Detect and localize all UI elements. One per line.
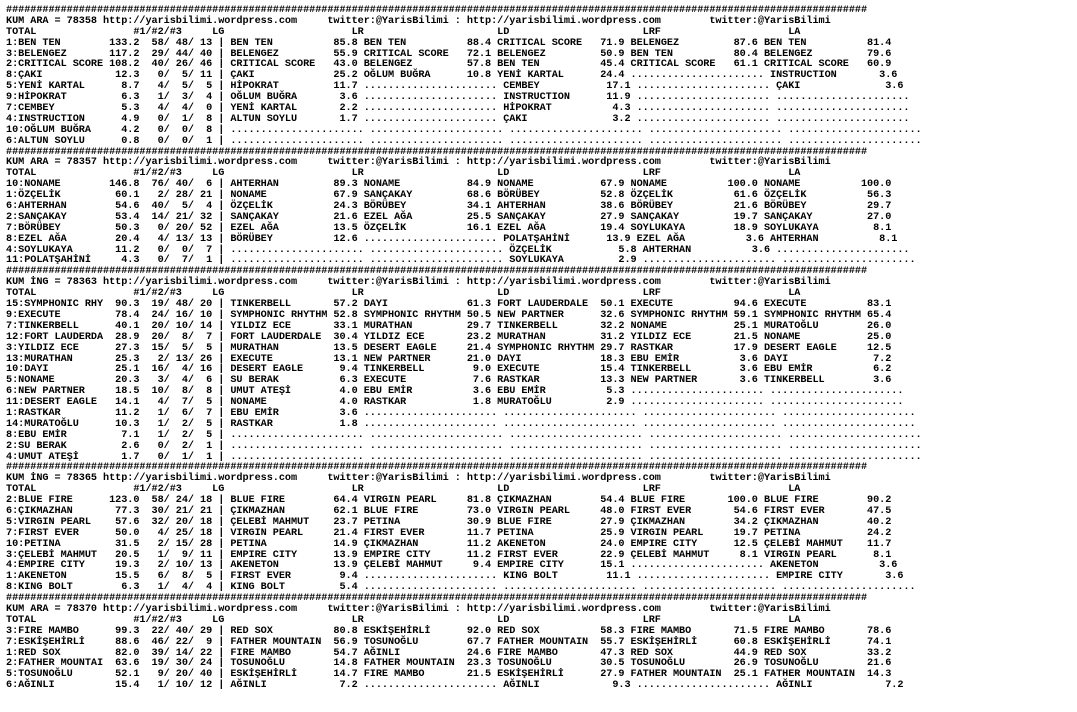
text-line: 6:ALTUN SOYLU 0.8 0/ 0/ 1 | ...................... ...................... ...................... ...................... ......................: [6, 135, 922, 147]
text-line: 2:FATHER MOUNTAI 63.6 19/ 30/ 24 | TOSUNOĞLU 14.8 FATHER MOUNTAIN 23.3 TOSUNOĞLU 30.5 TOSUNOĞLU 26.9 TOSUNOĞLU 21.6: [6, 658, 892, 670]
text-line: 3:FIRE MAMBO 99.3 22/ 40/ 29 | RED SOX 80.8 ESKİŞEHİRLİ 92.0 RED SOX 58.3 FIRE MAMBO 71.5 FIRE MAMBO 78.6: [6, 625, 892, 637]
text-line: 9:EXECUTE 78.4 24/ 16/ 10 | SYMPHONIC RHYTHM 52.8 SYMPHONIC RHYTHM 50.5 NEW PARTNER 32.6 SYMPHONIC RHYTHM 59.1 SYMPHONIC RHYTHM 65.4: [6, 309, 892, 321]
text-line: 1:RASTKAR 11.2 1/ 6/ 7 | EBU EMİR 3.6 ...................... ...................... ...................... ......................: [6, 407, 916, 419]
text-line: 2:SANÇAKAY 53.4 14/ 21/ 32 | SANÇAKAY 21.6 EZEL AĞA 25.5 SANÇAKAY 27.9 SANÇAKAY 19.7 SANÇAKAY 27.0: [6, 211, 892, 223]
text-line: KUM İNG = 78365 http://yarisbilimi.wordpress.com twitter:@YarisBilimi : http://yarisbilimi.wordpress.com twitter:@YarisBilimi: [6, 473, 831, 485]
text-line: 6:AĞINLI 15.4 1/ 10/ 12 | AĞINLI 7.2 ...................... AĞINLI 9.3 ...................... AĞINLI 7.2: [6, 680, 904, 692]
text-line: 11:DESERT EAGLE 14.1 4/ 7/ 5 | NONAME 4.0 RASTKAR 1.8 MURATOĞLU 2.9 ...................... ......................: [6, 397, 904, 409]
text-line: 4:INSTRUCTION 4.9 0/ 1/ 8 | ALTUN SOYLU 1.7 ...................... ÇAKI 3.2 ...................... ......................: [6, 113, 910, 125]
text-line: 6:AHTERHAN 54.6 40/ 5/ 4 | ÖZÇELİK 24.3 BÖRÜBEY 34.1 AHTERHAN 38.6 BÖRÜBEY 21.6 BÖRÜBEY 29.7: [6, 201, 892, 213]
text-line: 13:MURATHAN 25.3 2/ 13/ 26 | EXECUTE 13.1 NEW PARTNER 21.0 DAYI 18.3 EBU EMİR 3.6 DAYI 7.2: [6, 353, 892, 365]
text-line: 4:EMPIRE CITY 19.3 2/ 10/ 13 | AKENETON 13.9 ÇELEBİ MAHMUT 9.4 EMPIRE CITY 15.1 ...................... AKENETON 3.6: [6, 560, 898, 572]
text-line: 7:ESKİŞEHİRLİ 88.6 46/ 22/ 9 | FATHER MOUNTAIN 56.9 TOSUNOĞLU 67.7 FATHER MOUNTAIN 55.7 ESKİŞEHİRLİ 60.8 ESKİŞEHİRLİ 74.1: [6, 636, 892, 648]
text-line: 11:POLATŞAHİNİ 4.3 0/ 7/ 1 | ...................... ...................... SOYLUKAYA 2.9 ...................... ......................: [6, 255, 916, 267]
text-line: 10:NONAME 146.8 76/ 40/ 6 | AHTERHAN 89.3 NONAME 84.9 NONAME 67.9 NONAME 100.0 NONAME 100.0: [6, 179, 892, 191]
text-line: 3:YILDIZ ECE 27.3 15/ 5/ 5 | MURATHAN 13.5 DESERT EAGLE 21.4 SYMPHONIC RHYTHM 29.7 RASTKAR 17.9 DESERT EAGLE 12.5: [6, 342, 892, 354]
text-line: 5:NONAME 20.3 3/ 4/ 6 | SU BERAK 6.3 EXECUTE 7.6 RASTKAR 13.3 NEW PARTNER 3.6 TINKERBELL 3.6: [6, 375, 892, 387]
text-line: 12:FORT LAUDERDA 28.9 20/ 8/ 7 | FORT LAUDERDALE 30.4 YILDIZ ECE 23.2 MURATHAN 31.2 YILDIZ ECE 21.5 NONAME 25.0: [6, 331, 892, 343]
text-line: ##############################################################################################################################################: [6, 266, 868, 278]
text-line: KUM ARA = 78370 http://yarisbilimi.wordpress.com twitter:@YarisBilimi : http://yarisbilimi.wordpress.com twitter:@YarisBilimi: [6, 603, 831, 615]
text-line: 14:MURATOĞLU 10.3 1/ 2/ 5 | RASTKAR 1.8 ...................... ...................... ...................... ......................: [6, 418, 916, 430]
text-line: 2:CRITICAL SCORE 108.2 40/ 26/ 46 | CRITICAL SCORE 43.0 BELENGEZ 57.8 BEN TEN 45.4 CRITICAL SCORE 61.1 CRITICAL SCORE 60.9: [6, 59, 892, 71]
text-line: 7:CEMBEY 5.3 4/ 4/ 0 | YENİ KARTAL 2.2 ...................... HİPOKRAT 4.3 ...................... ......................: [6, 103, 910, 115]
text-line: 7:BÖRÜBEY 50.3 0/ 20/ 52 | EZEL AĞA 13.5 ÖZÇELİK 16.1 EZEL AĞA 19.4 SOYLUKAYA 18.9 SOYLUKAYA 8.1: [6, 222, 892, 234]
text-line: 8:KING BOLT 6.3 1/ 4/ 4 | KING BOLT 5.4 ...................... ...................... ...................... ......................: [6, 582, 916, 594]
text-line: 3:BELENGEZ 117.2 29/ 44/ 40 | BELENGEZ 55.9 CRITICAL SCORE 72.1 BELENGEZ 50.9 BEN TEN 80.4 BELENGEZ 79.6: [6, 48, 892, 60]
text-line: 5:VIRGIN PEARL 57.6 32/ 20/ 18 | ÇELEBİ MAHMUT 23.7 PETINA 30.9 BLUE FIRE 27.9 ÇIKMAZHAN 34.2 ÇIKMAZHAN 40.2: [6, 516, 892, 528]
text-line: ##############################################################################################################################################: [6, 146, 868, 158]
text-line: 8:EBU EMİR 7.1 1/ 2/ 5 | ...................... ...................... ...................... ...................... ......................: [6, 429, 922, 441]
text-line: 8:EZEL AĞA 20.4 4/ 13/ 13 | BÖRÜBEY 12.6 ...................... POLATŞAHİNİ 13.9 EZEL AĞA 3.6 AHTERHAN 8.1: [6, 233, 898, 245]
text-document: [6, 6, 922, 692]
text-line: 7:FIRST EVER 50.0 4/ 25/ 18 | VIRGIN PEARL 21.4 FIRST EVER 11.7 PETINA 25.9 VIRGIN PEARL 19.7 PETINA 24.2: [6, 527, 892, 539]
text-line: KUM ARA = 78357 http://yarisbilimi.wordpress.com twitter:@YarisBilimi : http://yarisbilimi.wordpress.com twitter:@YarisBilimi: [6, 157, 831, 169]
text-line: KUM ARA = 78358 http://yarisbilimi.wordpress.com twitter:@YarisBilimi : http://yarisbilimi.wordpress.com twitter:@YarisBilimi: [6, 15, 831, 27]
text-line: 1:ÖZÇELİK 60.1 2/ 28/ 21 | NONAME 67.9 SANÇAKAY 68.6 BÖRÜBEY 52.8 ÖZÇELİK 61.6 ÖZÇELİK 56.3: [6, 190, 892, 202]
text-line: TOTAL #1/#2/#3 LG LR LD LRF LA: [6, 26, 801, 38]
text-line: TOTAL #1/#2/#3 LG LR LD LRF LA: [6, 614, 801, 626]
text-line: 7:TINKERBELL 40.1 20/ 10/ 14 | YILDIZ ECE 33.1 MURATHAN 29.7 TINKERBELL 32.2 NONAME 25.1 MURATOĞLU 26.0: [6, 320, 892, 332]
text-line: 9:HİPOKRAT 6.3 1/ 3/ 4 | OĞLUM BUĞRA 3.6 ...................... INSTRUCTION 11.9 ...................... ......................: [6, 92, 910, 104]
text-line: 4:UMUT ATEŞİ 1.7 0/ 1/ 1 | ...................... ...................... ...................... ...................... ......................: [6, 451, 922, 463]
text-line: 1:BEN TEN 133.2 58/ 48/ 13 | BEN TEN 85.8 BEN TEN 88.4 CRITICAL SCORE 71.9 BELENGEZ 87.6 BEN TEN 81.4: [6, 37, 892, 49]
text-line: ##############################################################################################################################################: [6, 462, 868, 474]
text-line: 15:SYMPHONIC RHY 90.3 19/ 48/ 20 | TINKERBELL 57.2 DAYI 61.3 FORT LAUDERDALE 50.1 EXECUTE 94.6 EXECUTE 83.1: [6, 299, 892, 311]
text-line: 3:ÇELEBİ MAHMUT 20.5 1/ 9/ 11 | EMPIRE CITY 13.9 EMPIRE CITY 11.2 FIRST EVER 22.9 ÇELEBİ MAHMUT 8.1 VIRGIN PEARL 8.1: [6, 549, 892, 561]
text-line: 4:SOYLUKAYA 11.2 0/ 0/ 7 | ...................... ...................... ÖZÇELİK 5.8 AHTERHAN 3.6 ......................: [6, 244, 910, 256]
text-line: 10:DAYI 25.1 16/ 4/ 16 | DESERT EAGLE 9.4 TINKERBELL 9.0 EXECUTE 15.4 TINKERBELL 3.6 EBU EMİR 6.2: [6, 364, 892, 376]
text-line: 5:YENİ KARTAL 8.7 4/ 5/ 5 | HİPOKRAT 11.7 ...................... CEMBEY 17.1 ...................... ÇAKI 3.6: [6, 81, 904, 93]
text-line: TOTAL #1/#2/#3 LG LR LD LRF LA: [6, 484, 801, 496]
text-line: ##############################################################################################################################################: [6, 593, 868, 605]
text-line: 10:OĞLUM BUĞRA 4.2 0/ 0/ 8 | ...................... ...................... ...................... ...................... ......................: [6, 124, 922, 136]
text-line: 6:ÇIKMAZHAN 77.3 30/ 21/ 21 | ÇIKMAZHAN 62.1 BLUE FIRE 73.0 VIRGIN PEARL 48.0 FIRST EVER 54.6 FIRST EVER 47.5: [6, 505, 892, 517]
text-line: ##############################################################################################################################################: [6, 5, 868, 16]
text-line: TOTAL #1/#2/#3 LG LR LD LRF LA: [6, 168, 801, 180]
text-line: 8:ÇAKI 12.3 0/ 5/ 11 | ÇAKI 25.2 OĞLUM BUĞRA 10.8 YENİ KARTAL 24.4 ...................... INSTRUCTION 3.6: [6, 70, 898, 82]
text-line: 6:NEW PARTNER 18.5 10/ 8/ 8 | UMUT ATEŞİ 4.0 EBU EMİR 3.6 EBU EMİR 5.3 ...................... ......................: [6, 386, 904, 398]
text-line: 10:PETINA 31.5 2/ 15/ 28 | PETINA 14.9 ÇIKMAZHAN 11.2 AKENETON 24.0 EMPIRE CITY 12.5 ÇELEBİ MAHMUT 11.7: [6, 538, 892, 550]
text-line: 1:AKENETON 15.5 6/ 8/ 5 | FIRST EVER 9.4 ...................... KING BOLT 11.1 ...................... EMPIRE CITY 3.6: [6, 571, 904, 583]
text-line: 2:BLUE FIRE 123.0 58/ 24/ 18 | BLUE FIRE 64.4 VIRGIN PEARL 81.8 ÇIKMAZHAN 54.4 BLUE FIRE 100.0 BLUE FIRE 90.2: [6, 495, 892, 507]
text-line: 1:RED SOX 82.0 39/ 14/ 22 | FIRE MAMBO 54.7 AĞINLI 24.6 FIRE MAMBO 47.3 RED SOX 44.9 RED SOX 33.2: [6, 647, 892, 659]
text-line: 2:SU BERAK 2.6 0/ 2/ 1 | ...................... ...................... ...................... ...................... ......................: [6, 440, 922, 452]
text-line: 5:TOSUNOĞLU 52.1 9/ 20/ 40 | ESKİŞEHİRLİ 14.7 FIRE MAMBO 21.5 ESKİŞEHİRLİ 27.9 FATHER MOUNTAIN 25.1 FATHER MOUNTAIN 14.3: [6, 669, 892, 681]
text-line: TOTAL #1/#2/#3 LG LR LD LRF LA: [6, 288, 801, 300]
text-line: KUM İNG = 78363 http://yarisbilimi.wordpress.com twitter:@YarisBilimi : http://yarisbilimi.wordpress.com twitter:@YarisBilimi: [6, 277, 831, 289]
